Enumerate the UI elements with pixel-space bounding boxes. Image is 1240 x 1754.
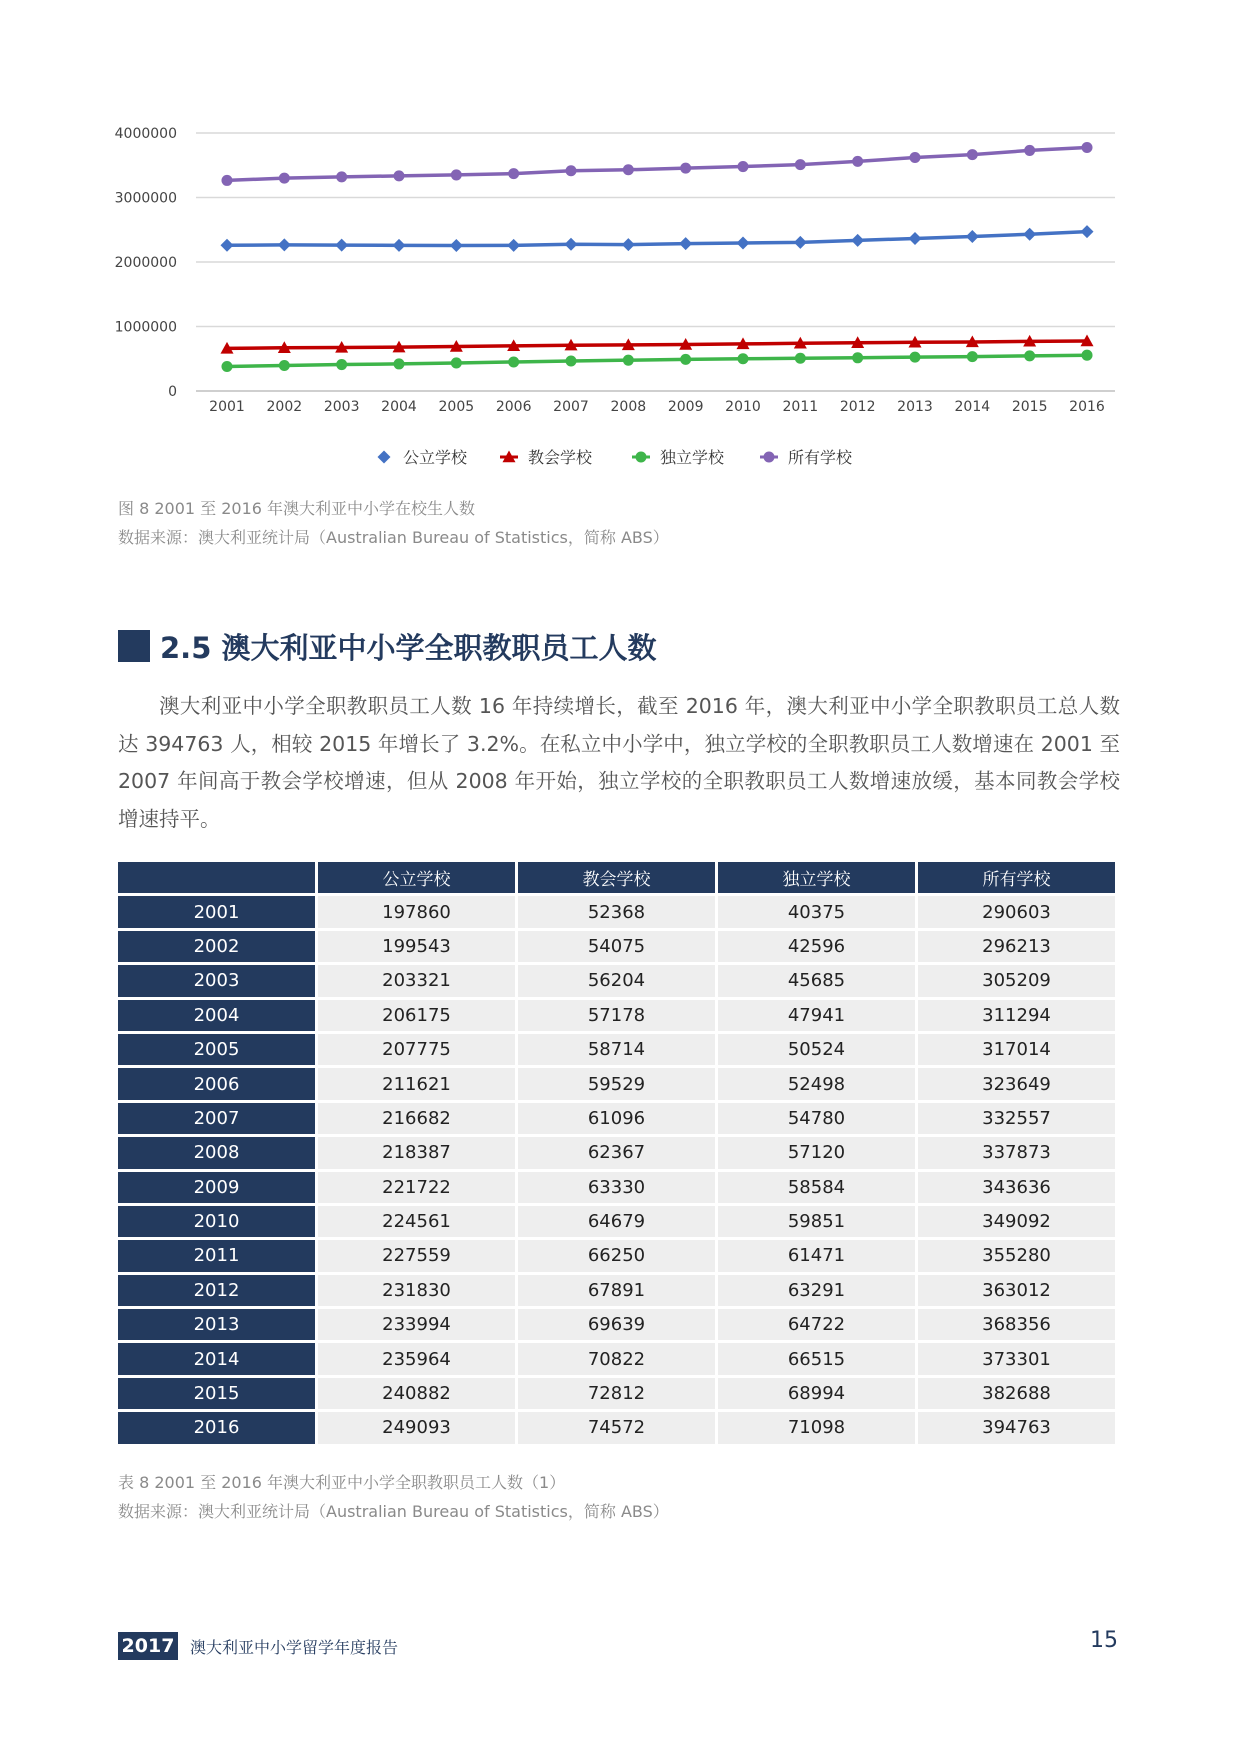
table-cell: 206175 <box>318 1000 515 1031</box>
table-row-year: 2001 <box>118 896 315 927</box>
data-point <box>1024 350 1035 361</box>
x-tick-label: 2016 <box>1069 399 1105 415</box>
data-point <box>680 163 691 174</box>
table-cell: 74572 <box>518 1412 715 1443</box>
footer-report-title: 澳大利亚中小学留学年度报告 <box>190 1638 399 1657</box>
table-cell: 221722 <box>318 1172 515 1203</box>
table-cell: 211621 <box>318 1068 515 1099</box>
table-row <box>118 1206 1115 1237</box>
table-cell: 54780 <box>718 1103 915 1134</box>
table-row-year: 2011 <box>118 1240 315 1271</box>
data-point <box>1081 350 1092 361</box>
table-caption-title: 表 8 2001 至 2016 年澳大利亚中小学全职教职员工人数（1） <box>118 1473 566 1492</box>
table-cell: 382688 <box>918 1378 1115 1409</box>
data-point <box>393 170 404 181</box>
series-line <box>227 148 1087 181</box>
chart-gridlines <box>196 133 1115 391</box>
table-header-independent: 独立学校 <box>718 862 915 893</box>
table-row-year: 2007 <box>118 1103 315 1134</box>
x-tick-label: 2005 <box>438 399 475 415</box>
data-point <box>336 171 347 182</box>
data-point <box>967 351 978 362</box>
table-row <box>118 1378 1115 1409</box>
series-1 <box>221 335 1094 354</box>
table-cell: 368356 <box>918 1309 1115 1340</box>
x-tick-label: 2011 <box>782 399 819 415</box>
table-cell: 71098 <box>718 1412 915 1443</box>
data-point <box>221 239 234 252</box>
figure-caption-source: 数据来源：澳大利亚统计局（Australian Bureau of Statistics，简称 ABS） <box>118 528 669 547</box>
table-row-year: 2010 <box>118 1206 315 1237</box>
table-header <box>118 862 1115 893</box>
table-cell: 227559 <box>318 1240 515 1271</box>
table-cell: 363012 <box>918 1275 1115 1306</box>
page-number: 15 <box>1090 1628 1118 1653</box>
table-cell: 373301 <box>918 1343 1115 1374</box>
x-tick-label: 2013 <box>897 399 933 415</box>
chart-legend <box>378 448 854 467</box>
table-cell: 216682 <box>318 1103 515 1134</box>
x-tick-label: 2006 <box>495 399 532 415</box>
line-chart <box>0 0 1240 500</box>
data-point <box>279 173 290 184</box>
data-point <box>795 353 806 364</box>
x-axis-tick-labels <box>209 399 1105 415</box>
x-tick-label: 2002 <box>266 399 303 415</box>
table-cell: 52498 <box>718 1068 915 1099</box>
data-point <box>451 169 462 180</box>
data-point <box>622 238 635 251</box>
table-cell: 54075 <box>518 931 715 962</box>
data-point <box>795 159 806 170</box>
table-cell: 203321 <box>318 965 515 996</box>
table-row <box>118 1275 1115 1306</box>
table-cell: 231830 <box>318 1275 515 1306</box>
table-cell: 45685 <box>718 965 915 996</box>
table-cell: 394763 <box>918 1412 1115 1443</box>
table-cell: 233994 <box>318 1309 515 1340</box>
table-cell: 197860 <box>318 896 515 927</box>
table-cell: 58584 <box>718 1172 915 1203</box>
series-line <box>227 355 1087 366</box>
data-point <box>508 356 519 367</box>
table-cell: 64722 <box>718 1309 915 1340</box>
table-cell: 311294 <box>918 1000 1115 1031</box>
legend-label: 独立学校 <box>660 448 725 467</box>
legend-marker <box>635 451 646 462</box>
y-tick-label: 0 <box>168 384 177 400</box>
table-row <box>118 1000 1115 1031</box>
table-cell: 317014 <box>918 1034 1115 1065</box>
data-point <box>335 239 348 252</box>
x-tick-label: 2003 <box>323 399 360 415</box>
data-point <box>450 239 463 252</box>
table-cell: 57120 <box>718 1137 915 1168</box>
table-cell: 72812 <box>518 1378 715 1409</box>
section-square-marker <box>118 630 150 662</box>
data-point <box>737 161 748 172</box>
data-point <box>1081 142 1092 153</box>
table-header-public: 公立学校 <box>318 862 515 893</box>
table-row <box>118 965 1115 996</box>
table-row-year: 2006 <box>118 1068 315 1099</box>
table-cell: 349092 <box>918 1206 1115 1237</box>
legend-item <box>378 448 469 467</box>
data-point <box>680 354 691 365</box>
x-tick-label: 2010 <box>725 399 761 415</box>
table-cell: 59851 <box>718 1206 915 1237</box>
table-cell: 218387 <box>318 1137 515 1168</box>
table-cell: 70822 <box>518 1343 715 1374</box>
table-cell: 207775 <box>318 1034 515 1065</box>
table-cell: 337873 <box>918 1137 1115 1168</box>
data-point <box>852 156 863 167</box>
table-cell: 61096 <box>518 1103 715 1134</box>
x-tick-label: 2014 <box>954 399 991 415</box>
data-point <box>679 237 692 250</box>
legend-label: 所有学校 <box>788 448 853 467</box>
legend-item <box>760 448 853 467</box>
x-tick-label: 2007 <box>553 399 589 415</box>
table-cell: 290603 <box>918 896 1115 927</box>
data-point <box>851 234 864 247</box>
y-tick-label: 2000000 <box>114 255 177 271</box>
data-point <box>623 355 634 366</box>
table-header-all: 所有学校 <box>918 862 1115 893</box>
series-0 <box>221 225 1094 252</box>
legend-label: 公立学校 <box>403 448 468 467</box>
data-point <box>278 238 291 251</box>
table-row-year: 2014 <box>118 1343 315 1374</box>
data-point <box>966 230 979 243</box>
data-point <box>737 236 750 249</box>
table-cell: 323649 <box>918 1068 1115 1099</box>
table-row-year: 2016 <box>118 1412 315 1443</box>
table-cell: 63291 <box>718 1275 915 1306</box>
data-point <box>221 175 232 186</box>
table-cell: 343636 <box>918 1172 1115 1203</box>
x-tick-label: 2012 <box>839 399 876 415</box>
data-point <box>909 232 922 245</box>
data-point <box>909 352 920 363</box>
data-point <box>565 355 576 366</box>
table-row-year: 2012 <box>118 1275 315 1306</box>
table-row <box>118 1240 1115 1271</box>
legend-item <box>632 448 725 467</box>
series-line <box>227 232 1087 246</box>
table-cell: 64679 <box>518 1206 715 1237</box>
table-cell: 58714 <box>518 1034 715 1065</box>
table-row-year: 2008 <box>118 1137 315 1168</box>
table-row <box>118 931 1115 962</box>
legend-label: 教会学校 <box>528 448 593 467</box>
table-cell: 47941 <box>718 1000 915 1031</box>
y-axis-tick-labels <box>115 126 177 400</box>
x-tick-label: 2001 <box>209 399 245 415</box>
table-row <box>118 1412 1115 1443</box>
table-row-year: 2004 <box>118 1000 315 1031</box>
table-cell: 62367 <box>518 1137 715 1168</box>
data-point <box>794 236 807 249</box>
table-cell: 67891 <box>518 1275 715 1306</box>
data-point <box>393 358 404 369</box>
data-point <box>1081 225 1094 238</box>
table-header-corner <box>118 862 315 893</box>
section-paragraph: 澳大利亚中小学全职教职员工人数 16 年持续增长，截至 2016 年，澳大利亚中小学全职教职员工总人数达 394763 人，相较 2015 年增长了 3.2%。在私立中小学中，独立学校的全职教职员工人数增速在 2001 至 2007 年间高于教会学校增速，但从 2008 年开始，独立学校的全职教职员工人数增速放缓，基本同教会学校增速持平。 <box>118 694 1120 831</box>
table-cell: 332557 <box>918 1103 1115 1134</box>
legend-item <box>500 448 593 467</box>
table-cell: 66515 <box>718 1343 915 1374</box>
data-point <box>967 149 978 160</box>
y-tick-label: 1000000 <box>114 319 177 336</box>
table-cell: 50524 <box>718 1034 915 1065</box>
data-point <box>451 357 462 368</box>
table-cell: 249093 <box>318 1412 515 1443</box>
data-point <box>508 168 519 179</box>
data-point <box>909 152 920 163</box>
staff-table <box>115 859 1118 1447</box>
table-row <box>118 1172 1115 1203</box>
table-header-church: 教会学校 <box>518 862 715 893</box>
table-cell: 56204 <box>518 965 715 996</box>
table-body <box>118 896 1115 1443</box>
table-cell: 52368 <box>518 896 715 927</box>
table-row <box>118 1309 1115 1340</box>
y-tick-label: 4000000 <box>114 126 177 142</box>
table-row <box>118 896 1115 927</box>
series-2 <box>221 350 1092 372</box>
data-point <box>221 361 232 372</box>
table-cell: 40375 <box>718 896 915 927</box>
table-row <box>118 1068 1115 1099</box>
x-tick-label: 2009 <box>667 399 704 415</box>
footer-year-badge: 2017 <box>118 1632 178 1660</box>
x-tick-label: 2008 <box>610 399 647 415</box>
data-point <box>565 165 576 176</box>
section-title: 2.5 澳大利亚中小学全职教职员工人数 <box>160 630 657 665</box>
table-cell: 69639 <box>518 1309 715 1340</box>
table-cell: 59529 <box>518 1068 715 1099</box>
chart-series <box>221 142 1094 372</box>
table-row-year: 2002 <box>118 931 315 962</box>
data-point <box>393 239 406 252</box>
table-cell: 63330 <box>518 1172 715 1203</box>
x-tick-label: 2015 <box>1011 399 1048 415</box>
table-row <box>118 1103 1115 1134</box>
table-cell: 57178 <box>518 1000 715 1031</box>
table-cell: 61471 <box>718 1240 915 1271</box>
table-row-year: 2005 <box>118 1034 315 1065</box>
series-line <box>227 341 1087 348</box>
data-point <box>1024 145 1035 156</box>
data-point <box>737 353 748 364</box>
table-row <box>118 1137 1115 1168</box>
table-row-year: 2015 <box>118 1378 315 1409</box>
section-heading <box>118 628 656 664</box>
table-cell: 305209 <box>918 965 1115 996</box>
table-cell: 68994 <box>718 1378 915 1409</box>
table-cell: 235964 <box>318 1343 515 1374</box>
data-point <box>336 359 347 370</box>
data-point <box>507 239 520 252</box>
table-caption-source: 数据来源：澳大利亚统计局（Australian Bureau of Statistics，简称 ABS） <box>118 1502 669 1521</box>
table-row <box>118 1343 1115 1374</box>
x-tick-label: 2004 <box>381 399 417 415</box>
figure-caption-title: 图 8 2001 至 2016 年澳大利亚中小学在校生人数 <box>118 499 476 518</box>
table-row-year: 2009 <box>118 1172 315 1203</box>
table-row <box>118 1034 1115 1065</box>
table-cell: 224561 <box>318 1206 515 1237</box>
data-point <box>279 360 290 371</box>
legend-marker <box>763 451 774 462</box>
data-point <box>565 238 578 251</box>
data-point <box>623 164 634 175</box>
table-cell: 296213 <box>918 931 1115 962</box>
table-cell: 355280 <box>918 1240 1115 1271</box>
table-cell: 42596 <box>718 931 915 962</box>
y-tick-label: 3000000 <box>114 190 177 207</box>
data-point <box>1023 228 1036 241</box>
table-row-year: 2013 <box>118 1309 315 1340</box>
legend-marker <box>378 451 391 464</box>
table-cell: 199543 <box>318 931 515 962</box>
table-cell: 240882 <box>318 1378 515 1409</box>
data-point <box>852 352 863 363</box>
table-row-year: 2003 <box>118 965 315 996</box>
series-3 <box>221 142 1092 186</box>
table-cell: 66250 <box>518 1240 715 1271</box>
